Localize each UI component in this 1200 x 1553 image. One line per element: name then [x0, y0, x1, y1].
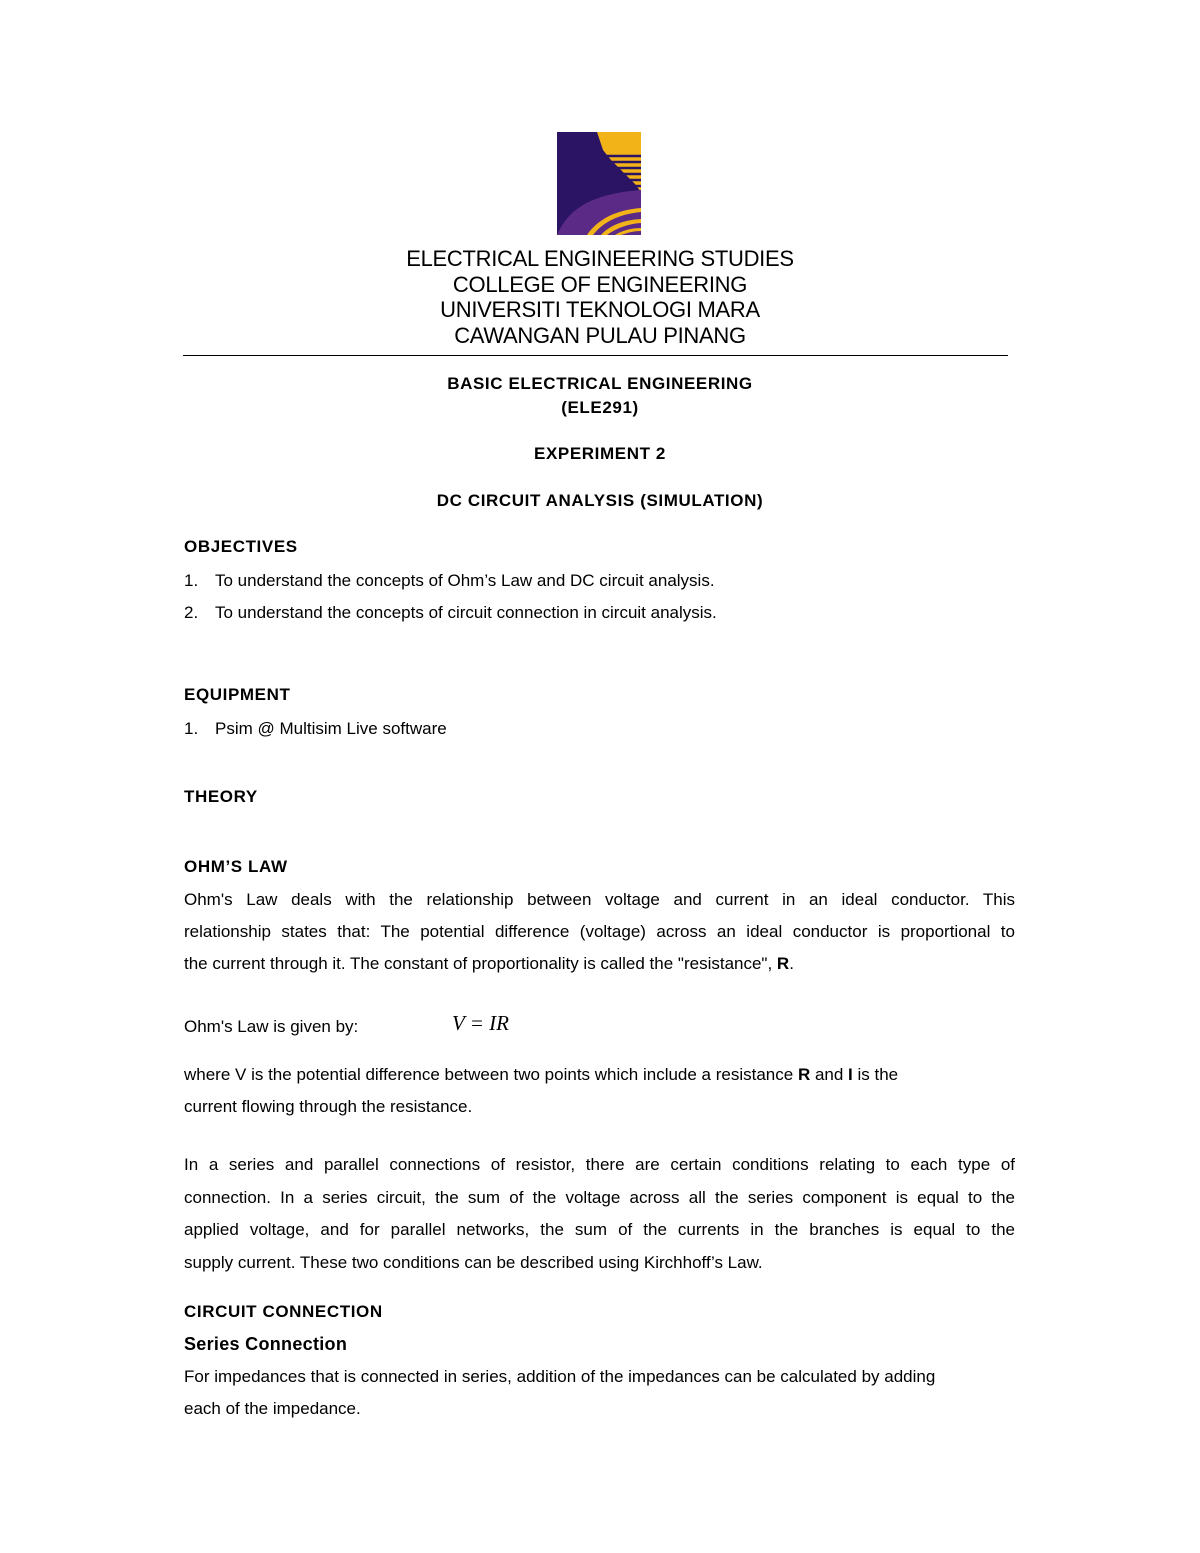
- list-text: Psim @ Multisim Live software: [215, 719, 447, 738]
- paragraph-line: each of the impedance.: [184, 1399, 361, 1418]
- paragraph-line: Ohm's Law deals with the relationship between voltage and current in an ideal conductor. This: [184, 890, 1015, 909]
- ohms-law-formula: V = IR: [452, 1011, 509, 1035]
- experiment-title: DC CIRCUIT ANALYSIS (SIMULATION): [436, 491, 764, 510]
- current-symbol: I: [848, 1065, 853, 1084]
- header-line-3: UNIVERSITI TEKNOLOGI MARA: [440, 297, 760, 322]
- paragraph-line: [184, 948, 1015, 980]
- paragraph-line: connection. In a series circuit, the sum of the voltage across all the series component is equal to the: [184, 1187, 1015, 1207]
- paragraph-line: In a series and parallel connections of resistor, there are certain conditions relating to each type of: [184, 1155, 1015, 1174]
- paragraph-line: current flowing through the resistance.: [184, 1097, 473, 1116]
- experiment-number: EXPERIMENT 2: [534, 444, 666, 463]
- uitm-logo: [557, 132, 641, 235]
- objective-item-1: [184, 571, 715, 591]
- header-line-2: COLLEGE OF ENGINEERING: [452, 271, 748, 297]
- course-code: (ELE291): [561, 398, 639, 417]
- institution-header: [0, 246, 1200, 348]
- header-divider: [183, 355, 1008, 356]
- resistance-symbol: R: [797, 1065, 811, 1084]
- list-number: 2.: [184, 603, 199, 622]
- objective-item-2: [184, 603, 717, 623]
- series-connection-paragraph: [184, 1361, 1015, 1425]
- paragraph-text: the current through it. The constant of proportionality is called the "resistance",: [184, 954, 777, 973]
- list-text: To understand the concepts of Ohm’s Law and DC circuit analysis.: [215, 571, 715, 590]
- paragraph-text: where V is the potential difference between two points which include a resistance: [184, 1065, 798, 1084]
- circuit-connection-heading: CIRCUIT CONNECTION: [184, 1302, 383, 1321]
- paragraph-text: is the: [852, 1065, 899, 1084]
- paragraph-line: relationship states that: The potential difference (voltage) across an ideal conductor is proportional to: [184, 922, 1015, 941]
- paragraph-text: .: [789, 954, 794, 973]
- logo-graphic: [557, 132, 641, 235]
- paragraph-text: and: [810, 1065, 849, 1084]
- equipment-heading: EQUIPMENT: [184, 685, 291, 704]
- paragraph-line: applied voltage, and for parallel networks, the sum of the currents in the branches is equal to the: [184, 1220, 1015, 1239]
- header-line-4: CAWANGAN PULAU PINANG: [454, 322, 746, 348]
- course-name: BASIC ELECTRICAL ENGINEERING: [447, 374, 753, 393]
- list-number: 1.: [184, 719, 199, 738]
- paragraph-line: For impedances that is connected in series, addition of the impedances can be calculated by adding: [184, 1367, 936, 1386]
- series-connection-subheading: Series Connection: [184, 1334, 348, 1354]
- theory-heading: THEORY: [184, 787, 258, 806]
- ohms-law-given-by-label: Ohm's Law is given by:: [184, 1017, 359, 1036]
- resistance-symbol: R: [776, 954, 790, 973]
- paragraph-line: supply current. These two conditions can be described using Kirchhoff’s Law.: [184, 1252, 763, 1272]
- paragraph-line: [184, 1059, 1015, 1091]
- ohms-law-paragraph: [184, 884, 1015, 980]
- where-paragraph: [184, 1059, 1015, 1123]
- list-text: To understand the concepts of circuit connection in circuit analysis.: [215, 603, 717, 622]
- equipment-item-1: [184, 719, 447, 739]
- objectives-heading: OBJECTIVES: [184, 537, 298, 556]
- list-number: 1.: [184, 571, 199, 590]
- ohms-law-heading: OHM’S LAW: [184, 857, 288, 876]
- header-line-1: ELECTRICAL ENGINEERING STUDIES: [406, 246, 794, 271]
- series-parallel-paragraph: [184, 1149, 1015, 1279]
